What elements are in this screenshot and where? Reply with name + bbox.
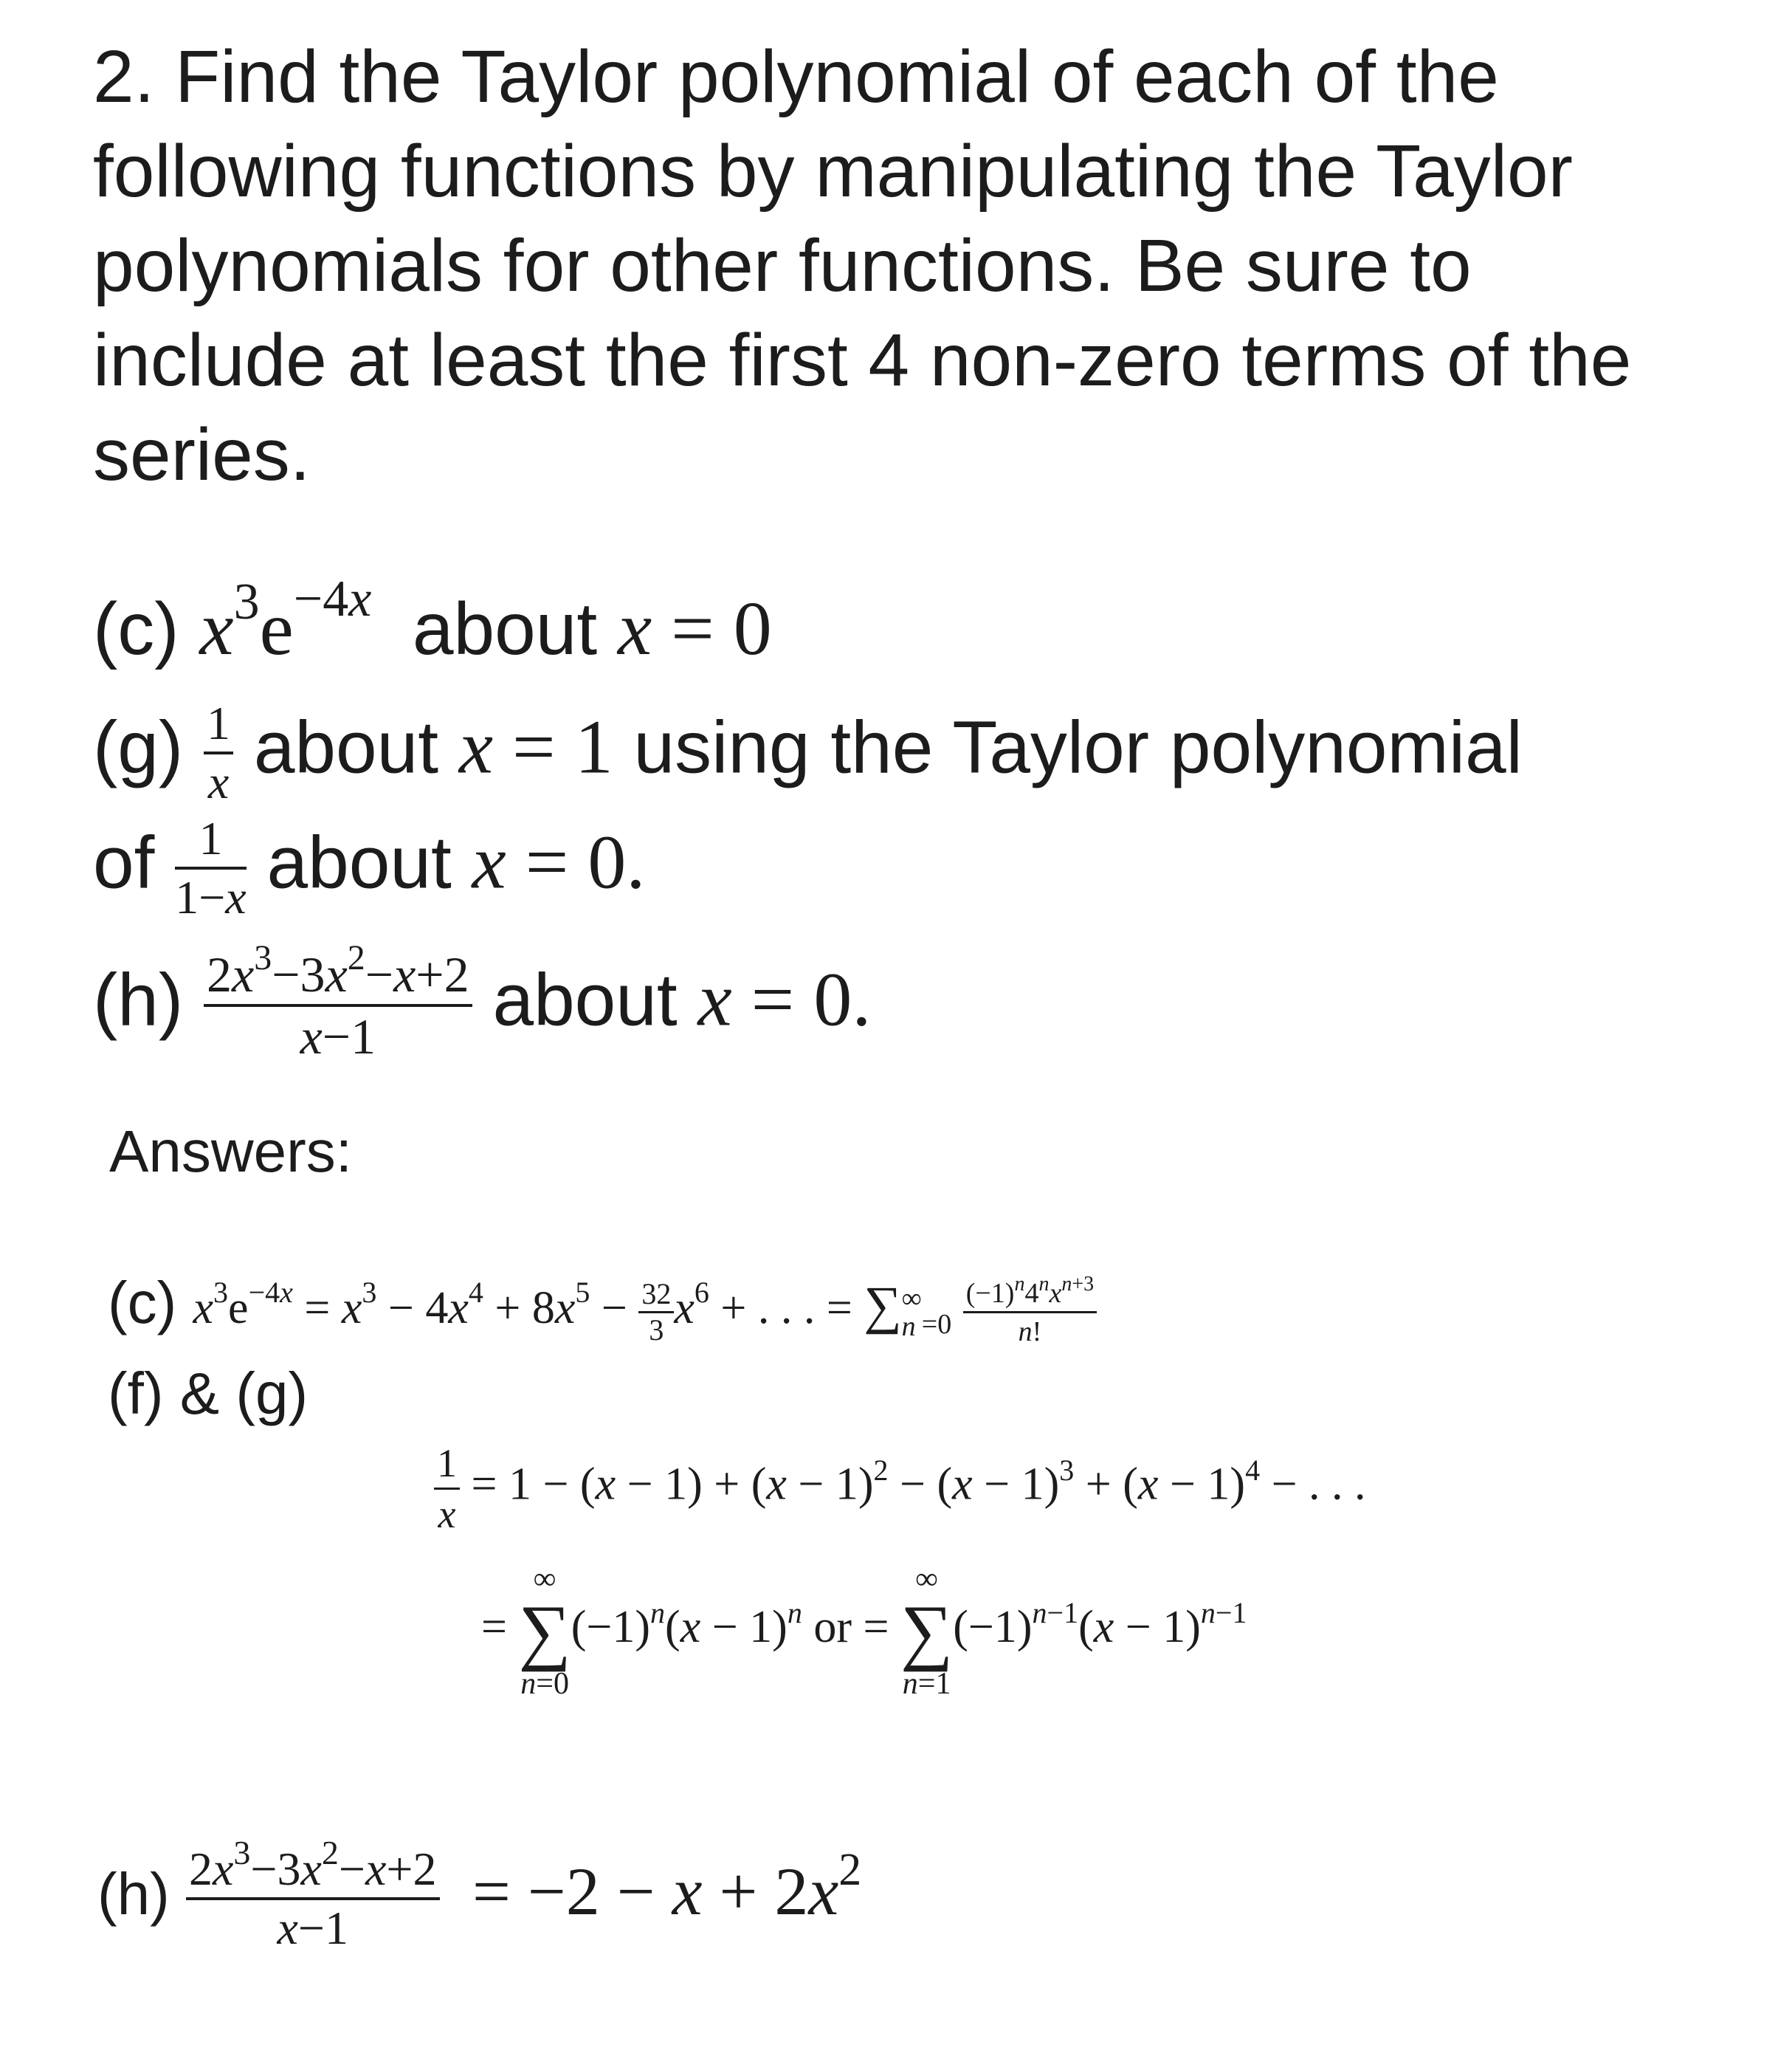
- answer-g-line1: $\frac{1}{x}$ = $1 - (x - 1) + (x - 1)^2 - (x - 1)^3 + (x - 1)^4$ − . . .: [434, 1443, 1366, 1534]
- problem-h: (h) $\frac{2x^3-3x^2-x+2}{x-1}$ about x = 0.: [93, 938, 872, 1065]
- problem-intro: 2. Find the Taylor polynomial of each of the following functions by manipulating the Taylor polynomials for other functions. Be sure to include at least the first 4 non-zero terms of the series.: [93, 35, 1632, 496]
- answer-h: (h) $\frac{2x^3-3x^2-x+2}{x-1}$ = $-2 - x + 2x^2$: [97, 1834, 862, 1954]
- problem-h-label: (h): [93, 958, 184, 1042]
- answer-g-line2: = ∞ ∑ n=0 $(-1)^n(x - 1)^n$ or = ∞ ∑ n=1 $(-1)^{n-1}(x - 1)^{n-1}$: [481, 1562, 1247, 1701]
- answers-heading: Answers:: [109, 1118, 352, 1184]
- problem-c-about: about: [412, 588, 598, 670]
- answer-c-equation: $x^3e^{-4x} = x^3 - 4x^4 + 8x^5$ − $\frac{32}{3}$ $x^6$ + . . . = ∑ ∞ n $_{=0}$ $\frac{(-1)^n4^nx^{n+3}}{n!}$: [193, 1283, 1097, 1333]
- answer-c-label: (c): [108, 1270, 177, 1335]
- problem-g-continued: of $\frac{1}{1-x}$ about x = 0.: [93, 812, 646, 924]
- problem-g: (g) $\frac{1}{x}$ about x = 1 using the Taylor polynomial: [93, 697, 1523, 808]
- answer-fg-label: (f) & (g): [108, 1361, 309, 1426]
- answer-c: [108, 1270, 1097, 1347]
- problem-h-point: 0.: [813, 957, 872, 1042]
- problem-c-label: (c): [93, 588, 179, 670]
- answer-h-label: (h): [97, 1861, 170, 1928]
- problem-g-point-2: 0.: [587, 819, 646, 905]
- problem-g-point: 1: [574, 704, 613, 790]
- problem-h-about: about: [492, 958, 678, 1042]
- problem-c: (c) $x^3e^{-4x}$ about x = 0: [93, 571, 772, 671]
- answer-g-or: or: [813, 1602, 852, 1653]
- problem-g-using: using the Taylor polynomial: [633, 706, 1523, 789]
- problem-c-point: 0: [733, 586, 772, 671]
- problem-g-about-2: about: [266, 821, 452, 904]
- problem-g-about: about: [253, 706, 439, 789]
- problem-g-of: of: [93, 821, 155, 904]
- problem-g-label: (g): [93, 706, 184, 789]
- answer-h-result: = $-2 - x + 2x^2$: [472, 1845, 862, 1930]
